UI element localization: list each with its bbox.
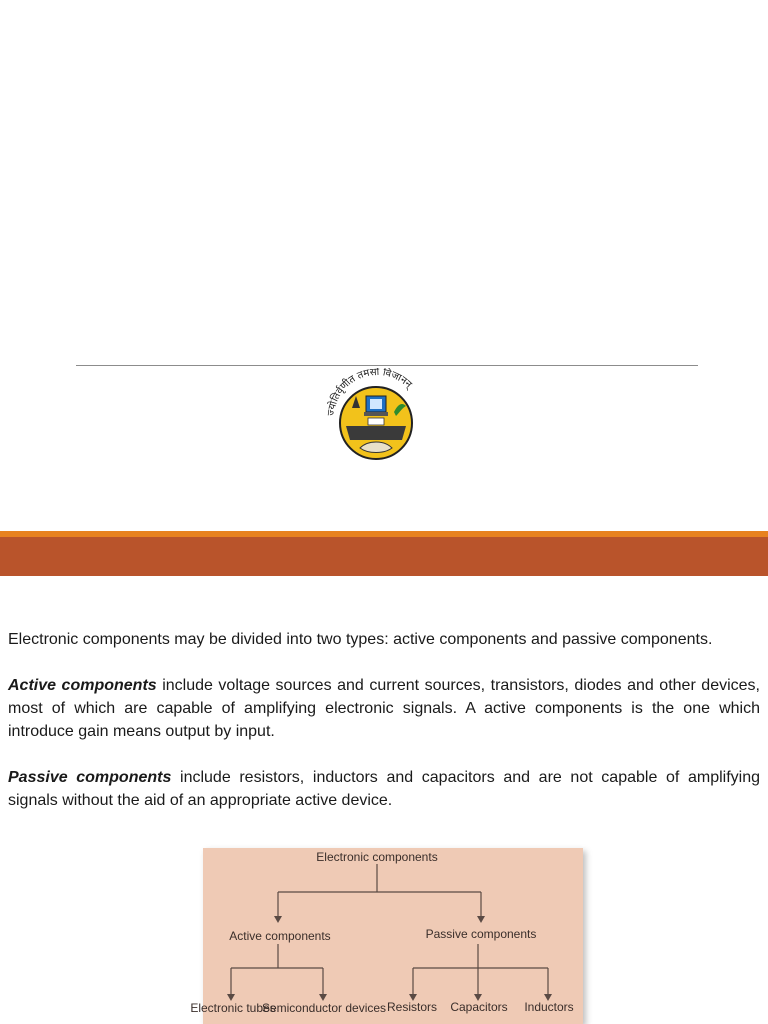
- root-node-label: Electronic components: [316, 850, 438, 864]
- classification-tree: [190, 848, 583, 1024]
- active-node-label: Active components: [229, 929, 331, 943]
- components-diagram: [190, 848, 583, 1024]
- passive-paragraph: [8, 766, 760, 812]
- body-text: [8, 628, 760, 835]
- university-emblem-icon: [322, 368, 432, 464]
- banner-bar: [0, 537, 768, 576]
- inductors-label: Inductors: [524, 1000, 574, 1014]
- active-paragraph: [8, 674, 760, 743]
- semiconductor-devices-label: Semiconductor devices: [261, 1001, 387, 1015]
- electronic-tubes-label: Electronic tubes: [190, 1001, 276, 1015]
- logo-motto: ज्योतिर्वृणीत तमसो विजानन्: [325, 368, 414, 417]
- passive-description: include resistors, inductors and capacitors and are not capable of amplifying signals without the aid of an appropriate active device.: [8, 769, 761, 809]
- active-description: include voltage sources and current sources, transistors, diodes and other devices, most of which are capable of amplifying electronic signals. A active components is the one which introduce gain means output by input.: [8, 677, 760, 740]
- capacitors-label: Capacitors: [450, 1000, 508, 1014]
- active-term: Active components: [8, 677, 157, 694]
- header-divider: [76, 365, 698, 366]
- university-logo: [322, 368, 432, 464]
- passive-node-label: Passive components: [425, 927, 537, 941]
- title-banner: [0, 531, 768, 576]
- passive-term: Passive components: [8, 769, 172, 786]
- intro-paragraph: Electronic components may be divided into two types: active components and passive components.: [8, 631, 713, 648]
- resistors-label: Resistors: [386, 1000, 438, 1014]
